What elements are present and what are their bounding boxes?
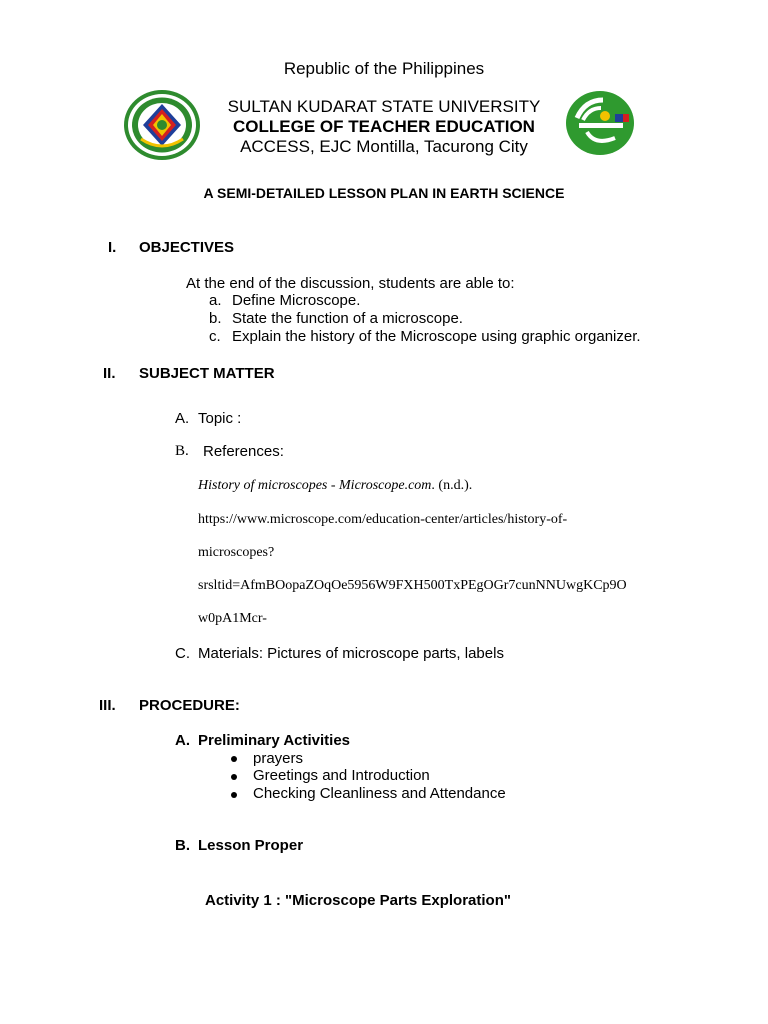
objective-item: State the function of a microscope. bbox=[232, 310, 463, 327]
objectives-heading: OBJECTIVES bbox=[139, 239, 235, 256]
topic-marker: A. bbox=[175, 410, 190, 427]
objective-item: Explain the history of the Microscope using graphic organizer. bbox=[232, 328, 641, 345]
reference-url-line: w0pA1Mcr- bbox=[198, 611, 267, 626]
references-marker: B. bbox=[175, 443, 189, 459]
procedure-heading: PROCEDURE: bbox=[139, 697, 240, 714]
activity-title: Activity 1 : "Microscope Parts Exploration" bbox=[205, 892, 511, 909]
preliminary-heading: Preliminary Activities bbox=[198, 732, 351, 749]
preliminary-item: Greetings and Introduction bbox=[253, 767, 430, 784]
subject-matter-heading: SUBJECT MATTER bbox=[139, 365, 275, 382]
reference-suffix: . (n.d.). bbox=[431, 478, 473, 493]
materials-text: Materials: Pictures of microscope parts, labels bbox=[198, 645, 504, 662]
university-name: SULTAN KUDARAT STATE UNIVERSITY bbox=[227, 97, 541, 116]
reference-url-line: https://www.microscope.com/education-center/articles/history-of- bbox=[198, 512, 568, 527]
reference-citation bbox=[198, 478, 472, 494]
lesson-proper-marker: B. bbox=[175, 837, 190, 854]
objective-item: Define Microscope. bbox=[232, 292, 361, 309]
bullet-icon bbox=[231, 756, 237, 762]
subject-matter-numeral: II. bbox=[103, 365, 116, 382]
college-name: COLLEGE OF TEACHER EDUCATION bbox=[233, 117, 535, 136]
college-logo bbox=[565, 90, 635, 156]
campus-address: ACCESS, EJC Montilla, Tacurong City bbox=[240, 137, 528, 156]
reference-url-line: microscopes? bbox=[198, 545, 275, 560]
references-label: References: bbox=[203, 443, 284, 460]
materials-marker: C. bbox=[175, 645, 190, 662]
procedure-numeral: III. bbox=[99, 697, 116, 714]
objective-marker: c. bbox=[209, 328, 221, 345]
reference-url-line: srsltid=AfmBOopaZOqOe5956W9FXH500TxPEgOGr7cunNNUwgKCp9O bbox=[198, 578, 627, 593]
objective-marker: b. bbox=[209, 310, 222, 327]
preliminary-marker: A. bbox=[175, 732, 190, 749]
republic-line: Republic of the Philippines bbox=[283, 59, 485, 78]
document-title: A SEMI-DETAILED LESSON PLAN IN EARTH SCIENCE bbox=[203, 185, 565, 201]
objectives-numeral: I. bbox=[108, 239, 117, 256]
preliminary-item: prayers bbox=[253, 750, 304, 767]
reference-title: History of microscopes - Microscope.com bbox=[198, 478, 432, 493]
bullet-icon bbox=[231, 774, 237, 780]
bullet-icon bbox=[231, 792, 237, 798]
topic-label: Topic : bbox=[198, 410, 242, 427]
objectives-intro: At the end of the discussion, students are able to: bbox=[186, 275, 515, 292]
objective-marker: a. bbox=[209, 292, 222, 309]
lesson-proper-heading: Lesson Proper bbox=[198, 837, 304, 854]
preliminary-item: Checking Cleanliness and Attendance bbox=[253, 785, 506, 802]
